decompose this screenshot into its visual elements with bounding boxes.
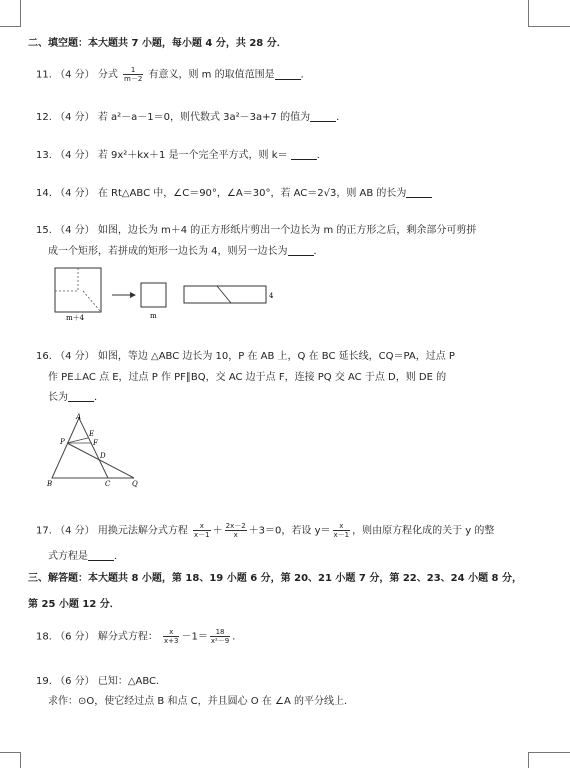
question-16-line-2: 作 PE⊥AC 点 E，过点 P 作 PF∥BQ，交 AC 边于点 F，连接 PQ 交 AC 于点 D，则 DE 的 [48,372,447,383]
svg-text:A: A [76,413,82,421]
crop-mark-bottom-right-h [528,752,570,753]
question-15-line-1: 15. （4 分） 如图，边长为 m＋4 的正方形纸片剪出一个边长为 m 的正方形之后，剩余部分可剪拼 [36,225,477,236]
answer-blank[interactable] [68,391,94,402]
svg-text:Q: Q [132,480,138,488]
svg-text:B: B [47,480,53,488]
q15-figure [50,264,290,324]
section-3-title-line-2: 第 25 小题 12 分． [28,599,120,610]
cut-line [55,268,78,291]
crop-mark-top-left [20,0,21,26]
rect-split-line [217,286,231,303]
crop-mark-top-left-h [0,26,21,27]
answer-blank[interactable] [288,245,314,256]
q16-figure [42,412,152,488]
segment-pq [67,443,134,478]
crop-mark-bottom-right [528,752,529,768]
rectangle [184,286,266,303]
question-15-line-2: 成一个矩形，若拼成的矩形一边长为 4，则另一边长为 ． [48,246,324,257]
answer-blank[interactable] [406,187,432,198]
crop-mark-top-right [528,0,529,26]
svg-text:E: E [89,430,95,438]
answer-blank[interactable] [291,149,317,160]
q11-points: （4 分） [55,69,95,81]
question-13: 13. （4 分） 若 9x²＋kx＋1 是一个完全平方式，则 k＝ ． [36,150,327,161]
svg-text:C: C [105,480,111,488]
q12-text: 若 a²－a－1＝0，则代数式 3a²－3a+7 的值为 [97,112,311,123]
label-m: m [150,312,157,320]
question-17-line-2: 式方程是 ． [48,551,124,562]
small-square [141,283,166,307]
crop-mark-bottom-left [20,752,21,768]
svg-text:P: P [60,438,65,446]
q11-fraction: $\frac{1}{m-2}$ [124,66,143,83]
section-2-title: 二、填空题：本大题共 7 小题，每小题 4 分，共 28 分． [28,38,287,49]
answer-blank[interactable] [275,69,301,80]
svg-text:F: F [93,439,98,447]
q14-text: 在 Rt△ABC 中，∠C＝90°，∠A＝30°，若 AC＝2√3，则 AB 的长为 [97,188,407,199]
answer-blank[interactable] [310,111,336,122]
q18-fraction-1: $\frac{x}{x+3}$ [164,628,179,645]
q17-fraction-1: $\frac{x}{x-1}$ [194,522,210,539]
section-3-title-line-1: 三、解答题：本大题共 8 小题，第 18、19 小题 6 分，第 20、21 小题 7 分，第 22、23、24 小题 8 分， [28,573,522,584]
q11-post: 有意义，则 m 的取值范围是 [148,69,275,81]
label-4: 4 [269,292,274,300]
q17-fraction-2: $\frac{2x-2}{x}$ [225,522,246,539]
question-11: 11. （4 分） 分式 $\frac{1}{m-2}$ 有意义，则 m 的取值范围是 ． [36,66,311,83]
crop-mark-bottom-left-h [0,752,21,753]
answer-blank[interactable] [88,550,114,561]
q13-text: 若 9x²＋kx＋1 是一个完全平方式，则 k＝ [97,150,288,161]
q11-number: 11. [36,69,52,81]
question-16-line-3: 长为 ． [48,392,104,403]
diagonal-cut [83,291,101,312]
svg-text:D: D [100,452,106,460]
crop-mark-top-right-h [528,26,570,27]
label-m-plus-4: m＋4 [66,314,85,322]
question-19-line-2: 求作：⊙O，使它经过点 B 和点 C，并且圆心 O 在 ∠A 的平分线上． [48,696,355,707]
question-14: 14. （4 分） 在 Rt△ABC 中，∠C＝90°，∠A＝30°，若 AC＝2√3，则 AB 的长为 [36,187,546,201]
question-17-line-1: 17. （4 分） 用换元法解分式方程 $\frac{x}{x-1}$ ＋ $\frac{2x-2}{x}$ ＋3＝0，若设 y＝ $\frac{x}{x-1}$ ，则由原方程化成的关于 y 的整 [36,522,495,539]
q17-fraction-3: $\frac{x}{x-1}$ [333,522,350,539]
triangle-abc [52,418,108,478]
q11-pre: 分式 [97,69,118,81]
question-19-line-1: 19. （6 分） 已知：△ABC． [36,676,167,687]
question-12: 12. （4 分） 若 a²－a－1＝0，则代数式 3a²－3a+7 的值为 ． [36,112,347,123]
q18-fraction-2: $\frac{18}{\text{x²－9}}$ [210,628,230,645]
arrow-icon [130,292,136,298]
question-16-line-1: 16. （4 分） 如图，等边 △ABC 边长为 10，P 在 AB 上，Q 在 BC 延长线，CQ＝PA，过点 P [36,351,455,362]
question-18: 18. （6 分） 解分式方程： $\frac{x}{x+3}$ －1＝ $\frac{18}{\text{x²－9}}$ ． [36,628,243,645]
